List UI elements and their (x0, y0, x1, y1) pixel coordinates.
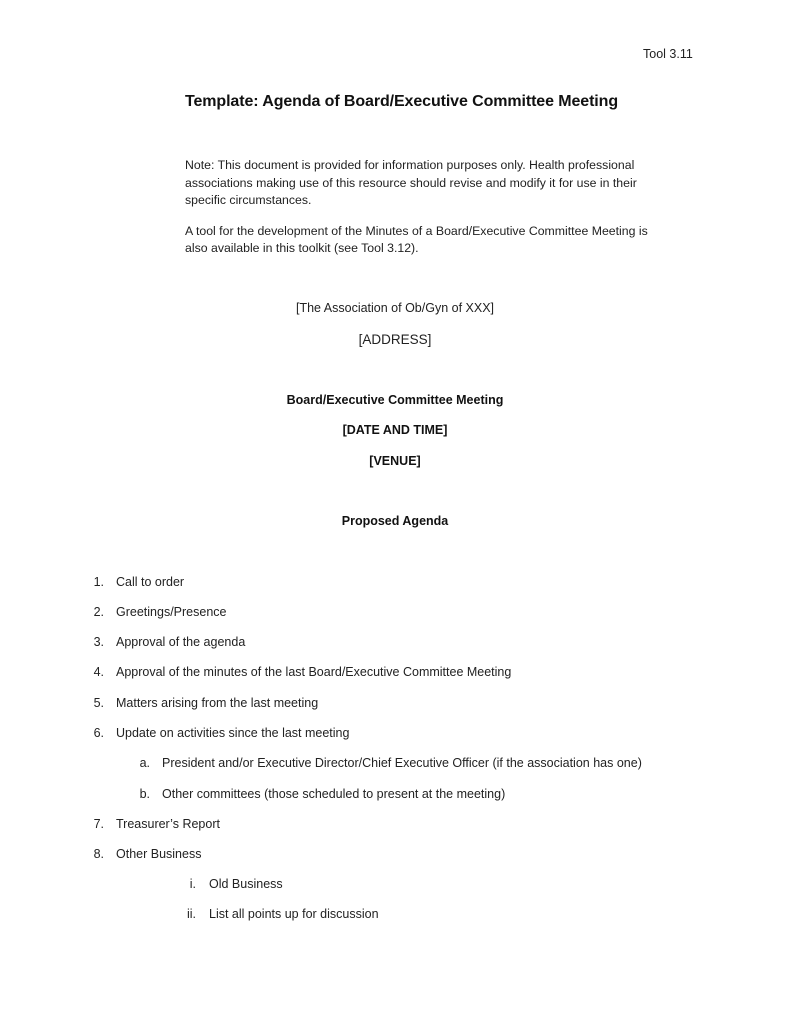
agenda-subitem: Other committees (those scheduled to present at the meeting) (162, 787, 506, 801)
tool-label: Tool 3.11 (643, 47, 693, 61)
agenda-item-marker: 8. (93, 847, 104, 861)
note-section (185, 157, 665, 271)
agenda-subitem-marker: a. (139, 756, 150, 770)
agenda-item: Call to order (116, 575, 185, 589)
agenda-subitem: List all points up for discussion (209, 907, 379, 921)
meeting-date-time: [DATE AND TIME] (342, 423, 448, 437)
meeting-venue: [VENUE] (369, 454, 421, 468)
meeting-name: Board/Executive Committee Meeting (286, 393, 504, 407)
agenda-item: Greetings/Presence (116, 605, 227, 619)
agenda-item: Approval of the agenda (116, 635, 246, 649)
agenda-item-marker: 1. (93, 575, 104, 589)
document-title: Template: Agenda of Board/Executive Committee Meeting (185, 93, 618, 110)
agenda-item-marker: 2. (93, 605, 104, 619)
agenda-item-marker: 3. (93, 635, 104, 649)
disclaimer-note: Note: This document is provided for information purposes only. Health professional associations making use of this resource should revise and modify it for use in their specific circumstances. (185, 158, 637, 207)
agenda-item-marker: 7. (93, 817, 104, 831)
agenda-subitem-marker: ii. (186, 907, 196, 921)
agenda-item-marker: 5. (93, 696, 104, 710)
agenda-item: Update on activities since the last meeting (116, 726, 350, 740)
agenda-item: Treasurer’s Report (116, 817, 220, 831)
association-address: [ADDRESS] (358, 332, 432, 347)
agenda-item-marker: 4. (93, 665, 104, 679)
agenda-subitem: President and/or Executive Director/Chief Executive Officer (if the association has one) (162, 756, 642, 770)
agenda-item: Approval of the minutes of the last Board/Executive Committee Meeting (116, 665, 512, 679)
agenda-item: Other Business (116, 847, 202, 861)
agenda-subitem-marker: i. (189, 877, 196, 891)
association-name: [The Association of Ob/Gyn of XXX] (295, 301, 495, 315)
agenda-subitem-marker: b. (139, 787, 150, 801)
agenda-subitem: Old Business (209, 877, 283, 891)
related-tool-note: A tool for the development of the Minutes of a Board/Executive Committee Meeting is also available in this toolkit (see Tool 3.12). (185, 223, 648, 255)
agenda-item-marker: 6. (93, 726, 104, 740)
agenda-item: Matters arising from the last meeting (116, 696, 319, 710)
agenda-heading: Proposed Agenda (341, 514, 449, 528)
